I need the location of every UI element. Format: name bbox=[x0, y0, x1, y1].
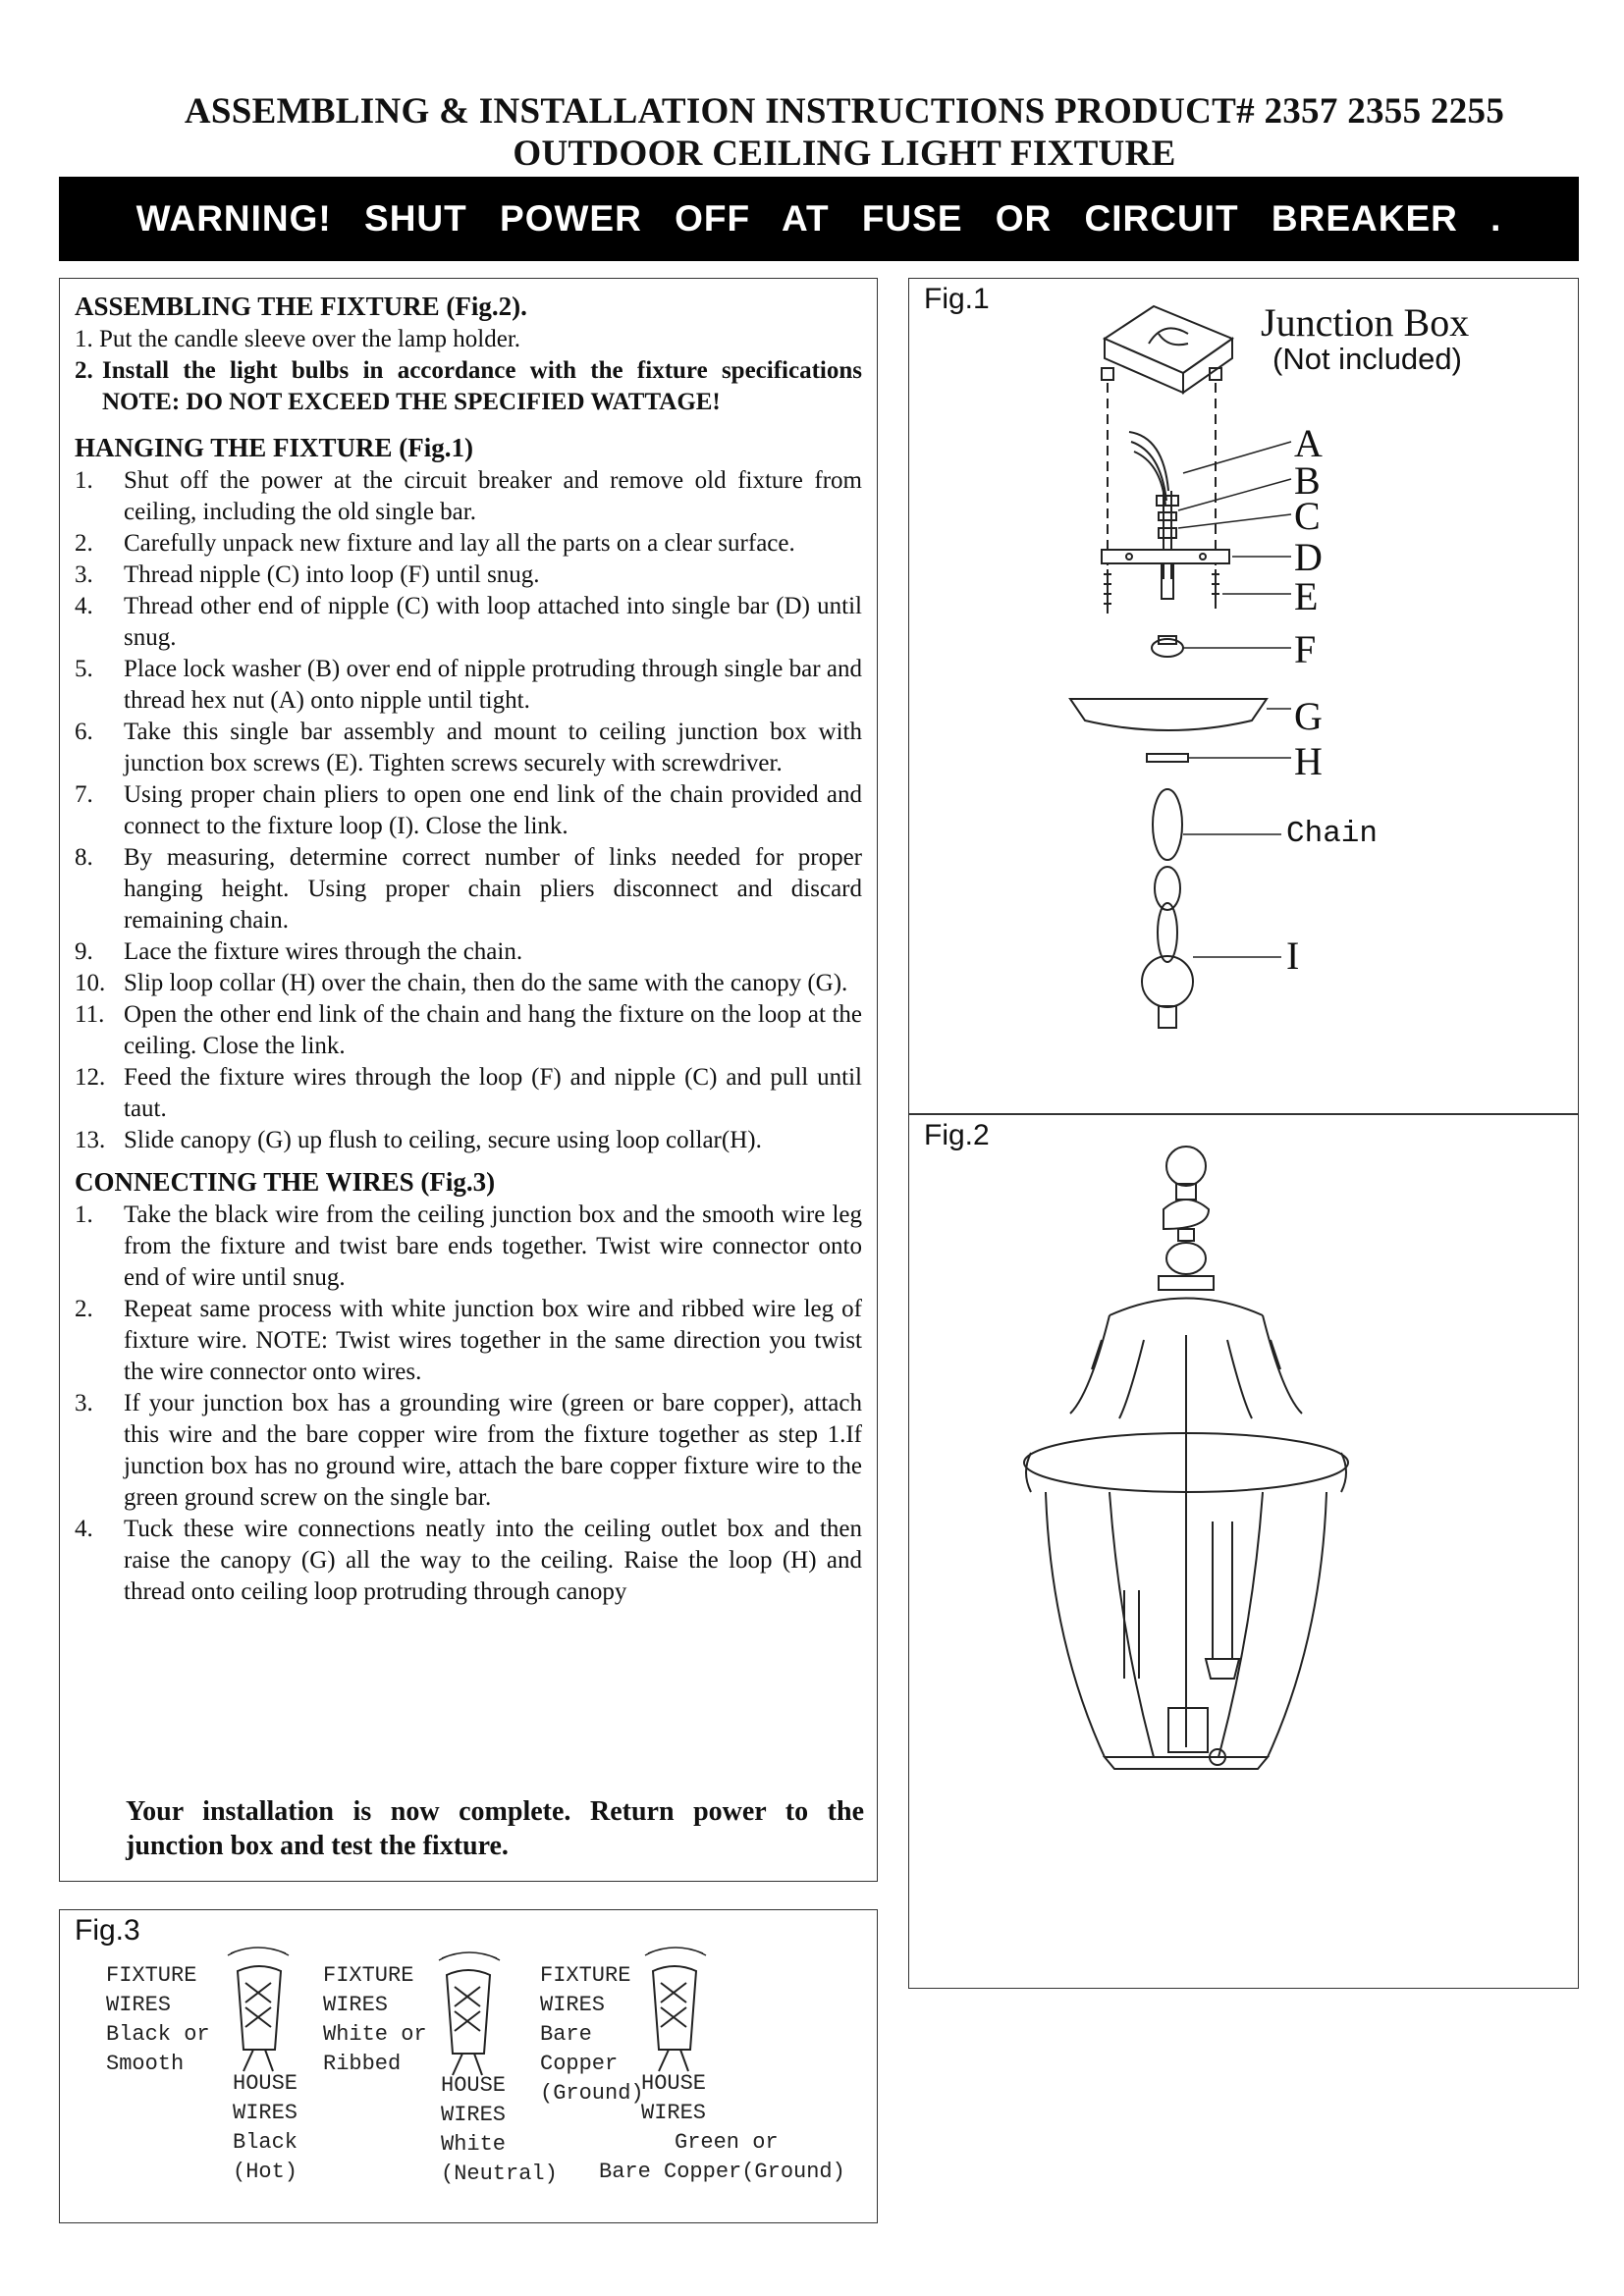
hanging-step-text: Slide canopy (G) up flush to ceiling, secure using loop collar(H). bbox=[124, 1127, 762, 1153]
assembling-step-1: 1. Put the candle sleeve over the lamp holder. bbox=[75, 326, 521, 352]
hanging-step-text: Thread nipple (C) into loop (F) until snug. bbox=[124, 561, 540, 588]
fig3-col1-fixture: FIXTURE WIRES Black or Smooth bbox=[106, 1963, 210, 2076]
connecting-step-number: 3. bbox=[75, 1390, 93, 1416]
connecting-step-number: 2. bbox=[75, 1296, 93, 1322]
hanging-step-number: 8. bbox=[75, 844, 93, 871]
wire-connector-1 bbox=[228, 1948, 289, 2071]
canopy-g bbox=[1070, 699, 1267, 730]
chain-drawing bbox=[1142, 789, 1193, 1028]
connecting-step-number: 1. bbox=[75, 1201, 93, 1228]
hanging-step-text: Using proper chain pliers to open one end link of the chain provided and connect to the fixture loop (I). Close the link. bbox=[124, 781, 862, 839]
fig3-label: Fig.3 bbox=[75, 1914, 140, 1947]
part-label-f: F bbox=[1294, 627, 1317, 671]
hanging-step-text: Place lock washer (B) over end of nipple protruding through single bar and thread hex nut (A) onto nipple until tight. bbox=[124, 656, 862, 714]
part-label-i: I bbox=[1286, 934, 1300, 978]
completion-note: Your installation is now complete. Return power to the junction box and test the fixture. bbox=[126, 1796, 864, 1861]
fig3-col1-house: HOUSE WIRES Black (Hot) bbox=[233, 2071, 298, 2184]
not-included-label: (Not included) bbox=[1272, 342, 1462, 376]
hanging-step-number: 6. bbox=[75, 719, 93, 745]
connecting-step-text: Tuck these wire connections neatly into the ceiling outlet box and then raise the canopy (G) all the way to the ceiling. Raise the loop (H) and thread onto ceiling loop protruding through canopy bbox=[124, 1516, 862, 1605]
hanging-step-number: 11. bbox=[75, 1001, 105, 1028]
hanging-step-text: Slip loop collar (H) over the chain, then do the same with the canopy (G). bbox=[124, 970, 848, 996]
part-label-d: D bbox=[1294, 535, 1323, 579]
assembling-step-2-text: Install the light bulbs in accordance with the fixture specifications NOTE: DO NOT EXCEED THE SPECIFIED WATTAGE! bbox=[102, 357, 862, 415]
hanging-step-text: Open the other end link of the chain and hang the fixture on the loop at the ceiling. Close the link. bbox=[124, 1001, 862, 1059]
document-title: ASSEMBLING & INSTALLATION INSTRUCTIONS PRODUCT# 2357 2355 2255 bbox=[184, 91, 1505, 132]
hanging-step-number: 2. bbox=[75, 530, 93, 557]
hanging-step-text: Carefully unpack new fixture and lay all the parts on a clear surface. bbox=[124, 530, 795, 557]
hanging-step-text: By measuring, determine correct number of links needed for proper hanging height. Using proper chain pliers disconnect and discard remaining chain. bbox=[124, 844, 862, 934]
part-label-e: E bbox=[1294, 574, 1319, 618]
hanging-step-number: 13. bbox=[75, 1127, 106, 1153]
part-label-c: C bbox=[1294, 494, 1321, 538]
fig3-col3-fixture: FIXTURE WIRES Bare Copper (Ground) bbox=[540, 1963, 644, 2106]
hanging-step-text: Take this single bar assembly and mount to ceiling junction box with junction box screws (E). Tighten screws securely with screwdriver. bbox=[124, 719, 862, 776]
fig3-col2-fixture: FIXTURE WIRES White or Ribbed bbox=[323, 1963, 427, 2076]
hanging-step-text: Thread other end of nipple (C) with loop attached into single bar (D) until snug. bbox=[124, 593, 862, 651]
hanging-heading: HANGING THE FIXTURE (Fig.1) bbox=[75, 433, 474, 462]
hanging-step-number: 10. bbox=[75, 970, 106, 996]
hanging-step-text: Lace the fixture wires through the chain. bbox=[124, 938, 523, 965]
hanging-step-number: 5. bbox=[75, 656, 93, 682]
assembling-step-2-num: 2. bbox=[75, 357, 93, 384]
connecting-step-text: If your junction box has a grounding wire (green or bare copper), attach this wire and the bare copper wire from the fixture together as step 1.If junction box has no ground wire, attach the bare copper fixture wire to the green ground screw on the single bar. bbox=[124, 1390, 862, 1511]
wire-connector-2 bbox=[439, 1952, 500, 2075]
connecting-step-number: 4. bbox=[75, 1516, 93, 1542]
connecting-step-text: Repeat same process with white junction box wire and ribbed wire leg of fixture wire. NOTE: Twist wires together in the same direction you twist the wire connector onto wires. bbox=[124, 1296, 862, 1385]
fig3-col2-house: HOUSE WIRES White (Neutral) bbox=[441, 2073, 558, 2186]
part-label-a: A bbox=[1294, 421, 1323, 465]
lantern-drawing bbox=[1024, 1147, 1348, 1769]
fig3-col3-house: HOUSE WIRES Green or Bare Copper(Ground) bbox=[599, 2071, 845, 2184]
hanging-step-text: Feed the fixture wires through the loop (F) and nipple (C) and pull until taut. bbox=[124, 1064, 862, 1122]
hanging-step-number: 3. bbox=[75, 561, 93, 588]
hanging-step-text: Shut off the power at the circuit breaker and remove old fixture from ceiling, including the old single bar. bbox=[124, 467, 862, 525]
connecting-step-text: Take the black wire from the ceiling junction box and the smooth wire leg from the fixture and twist bare ends together. Twist wire connector onto end of wire until snug. bbox=[124, 1201, 862, 1291]
part-label-g: G bbox=[1294, 694, 1323, 738]
assembling-heading: ASSEMBLING THE FIXTURE (Fig.2). bbox=[75, 292, 527, 321]
fig1-label: Fig.1 bbox=[924, 283, 990, 315]
loop-f bbox=[1152, 636, 1183, 657]
hanging-step-number: 12. bbox=[75, 1064, 106, 1091]
collar-h bbox=[1147, 754, 1188, 762]
document-subtitle: OUTDOOR CEILING LIGHT FIXTURE bbox=[513, 133, 1176, 174]
junction-box-label: Junction Box bbox=[1261, 300, 1470, 345]
connecting-heading: CONNECTING THE WIRES (Fig.3) bbox=[75, 1167, 496, 1197]
chain-label: Chain bbox=[1286, 817, 1379, 851]
hanging-step-number: 9. bbox=[75, 938, 93, 965]
hanging-step-number: 7. bbox=[75, 781, 93, 808]
warning-banner: WARNING! SHUT POWER OFF AT FUSE OR CIRCUIT BREAKER . bbox=[59, 177, 1579, 261]
part-label-h: H bbox=[1294, 739, 1323, 783]
nipple-assembly bbox=[1102, 491, 1229, 614]
junction-box-drawing bbox=[1102, 306, 1232, 589]
wire-connector-3 bbox=[645, 1948, 706, 2071]
part-label-b: B bbox=[1294, 458, 1321, 503]
hanging-step-number: 1. bbox=[75, 467, 93, 494]
hanging-step-number: 4. bbox=[75, 593, 93, 619]
fig2-label: Fig.2 bbox=[924, 1119, 990, 1151]
